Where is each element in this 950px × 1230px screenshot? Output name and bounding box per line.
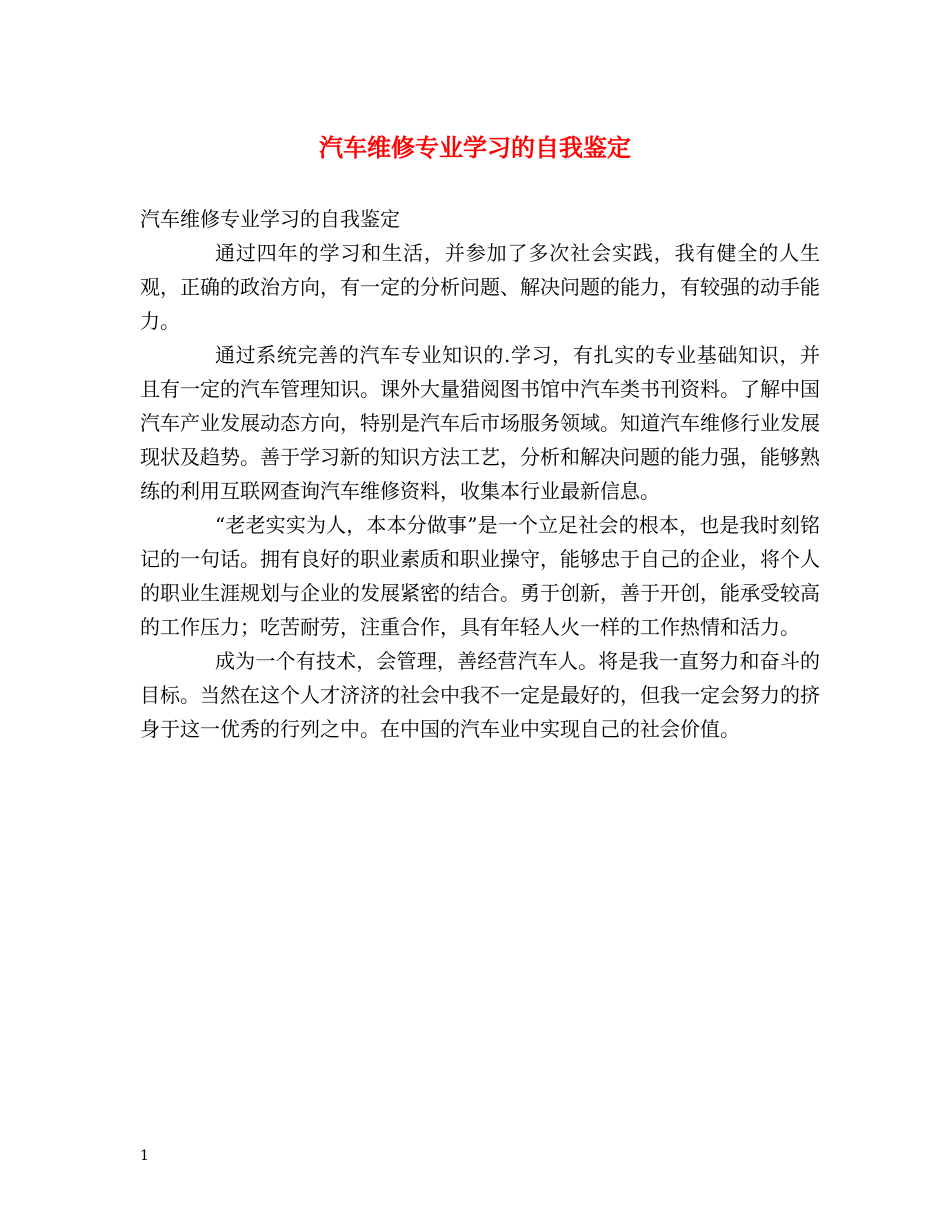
page-number: 1 bbox=[140, 1148, 149, 1164]
document-title: 汽车维修专业学习的自我鉴定 bbox=[319, 133, 631, 162]
paragraph-2: 通过系统完善的汽车专业知识的.学习，有扎实的专业基础知识，并且有一定的汽车管理知识。课外大量猎阅图书馆中汽车类书刊资料。了解中国汽车产业发展动态方向，特别是汽车后市场服务领域。知道汽车维修行业发展现状及趋势。善于学习新的知识方法工艺，分析和解决问题的能力强，能够熟练的利用互联网查询汽车维修资料，收集本行业最新信息。 bbox=[140, 343, 820, 503]
document-subtitle: 汽车维修专业学习的自我鉴定 bbox=[140, 207, 400, 231]
paragraph-1: 通过四年的学习和生活，并参加了多次社会实践，我有健全的人生观，正确的政治方向，有一定的分析问题、解决问题的能力，有较强的动手能力。 bbox=[140, 241, 820, 333]
paragraph-3: “老老实实为人，本本分做事”是一个立足社会的根本，也是我时刻铭记的一句话。拥有良好的职业素质和职业操守，能够忠于自己的企业，将个人的职业生涯规划与企业的发展紧密的结合。勇于创新，善于开创，能承受较高的工作压力；吃苦耐劳，注重合作，具有年轻人火一样的工作热情和活力。 bbox=[140, 513, 820, 639]
document-body bbox=[140, 202, 820, 746]
paragraph-4: 成为一个有技术，会管理，善经营汽车人。将是我一直努力和奋斗的目标。当然在这个人才济济的社会中我不一定是最好的，但我一定会努力的挤身于这一优秀的行列之中。在中国的汽车业中实现自己的社会价值。 bbox=[140, 649, 820, 741]
